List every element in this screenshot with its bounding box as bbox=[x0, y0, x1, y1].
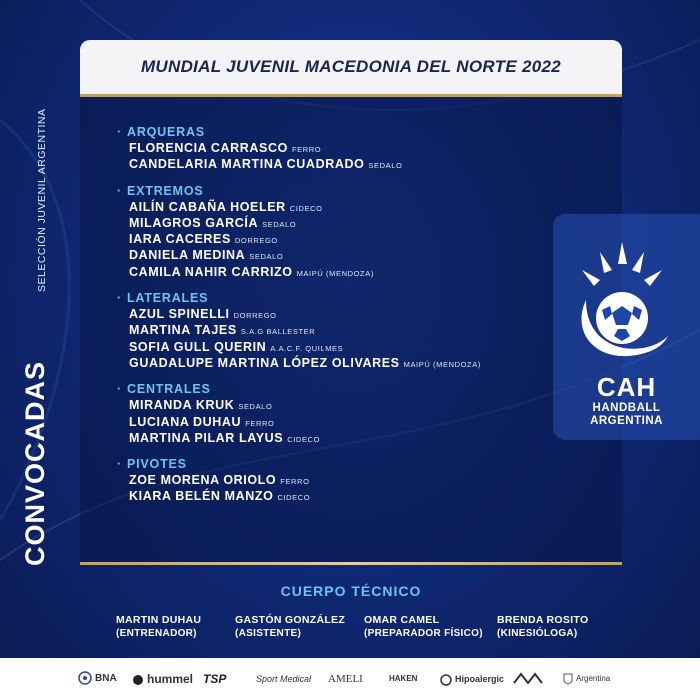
player-name: SOFIA GULL QUERIN bbox=[129, 339, 267, 354]
player-name: ZOE MORENA ORIOLO bbox=[129, 473, 277, 488]
player-club: SEDALO bbox=[368, 161, 403, 171]
player-name: MILAGROS GARCÍA bbox=[129, 215, 259, 230]
player-row bbox=[117, 306, 481, 322]
group-label: CENTRALES bbox=[127, 382, 211, 397]
staff-name: BRENDA ROSITO bbox=[497, 614, 589, 626]
convocadas-title: CONVOCADAS bbox=[20, 360, 50, 566]
title-bar bbox=[80, 40, 622, 97]
player-club: SEDALO bbox=[249, 252, 284, 262]
logo-line2: ARGENTINA bbox=[590, 415, 663, 427]
seleccion-subtitle: SELECCIÓN JUVENIL ARGENTINA bbox=[36, 108, 48, 292]
logo-text bbox=[553, 402, 700, 428]
staff-name: MARTIN DUHAU bbox=[116, 614, 202, 626]
player-name: AILÍN CABAÑA HOELER bbox=[129, 199, 286, 214]
handball-logo-icon bbox=[572, 240, 672, 380]
player-club: CIDECO bbox=[277, 493, 311, 503]
sponsor-bna: BNA bbox=[78, 670, 117, 688]
player-row bbox=[117, 430, 481, 446]
player-row bbox=[117, 488, 481, 504]
player-club: DORREGO bbox=[233, 311, 277, 321]
sponsor-hummel: hummel bbox=[132, 670, 193, 688]
player-name: DANIELA MEDINA bbox=[129, 248, 246, 263]
gold-divider bbox=[80, 562, 622, 565]
mt-logo-icon bbox=[513, 672, 543, 684]
player-name: MARTINA PILAR LAYUS bbox=[129, 430, 284, 445]
player-club: SEDALO bbox=[262, 219, 297, 229]
player-row bbox=[117, 355, 481, 371]
player-name: FLORENCIA CARRASCO bbox=[129, 141, 288, 155]
player-name: AZUL SPINELLI bbox=[129, 307, 230, 322]
player-club: FERRO bbox=[280, 477, 310, 487]
logo-abbr: CAH bbox=[596, 372, 657, 402]
group-label: LATERALES bbox=[127, 291, 209, 306]
player-club: MAIPÚ (MENDOZA) bbox=[403, 359, 481, 369]
page-title: MUNDIAL JUVENIL MACEDONIA DEL NORTE 2022 bbox=[140, 57, 562, 76]
player-row bbox=[117, 414, 481, 430]
logo-line1: HANDBALL bbox=[592, 402, 661, 414]
staff-role: (ENTRENADOR) bbox=[116, 628, 197, 639]
player-club: DORREGO bbox=[234, 236, 278, 246]
hummel-logo-icon bbox=[132, 674, 144, 686]
staff-member bbox=[235, 614, 345, 640]
staff-member bbox=[116, 614, 201, 640]
player-club: MAIPÚ (MENDOZA) bbox=[296, 268, 374, 278]
player-club: FERRO bbox=[245, 418, 275, 428]
player-row bbox=[117, 156, 481, 172]
hipoalergic-logo-icon bbox=[440, 674, 452, 686]
sponsor-sport-medical: Sport Medical bbox=[256, 674, 312, 684]
sponsor-argentina: Argentina bbox=[563, 670, 610, 688]
player-name: IARA CACERES bbox=[129, 232, 231, 247]
player-row bbox=[117, 397, 481, 413]
player-club: A.A.C.F. QUILMES bbox=[270, 343, 344, 353]
staff-role: (ASISTENTE) bbox=[235, 628, 302, 639]
player-club: SEDALO bbox=[238, 402, 273, 412]
player-name: CAMILA NAHIR CARRIZO bbox=[129, 264, 293, 279]
player-row bbox=[117, 264, 481, 280]
sponsor-mt-logo bbox=[513, 670, 546, 688]
player-row bbox=[117, 247, 481, 263]
group-arqueras: · ARQUERAS FLORENCIA CARRASCO FERRO CANDELARIA MARTINA CUADRADO SEDALO bbox=[117, 124, 481, 173]
group-extremos: · EXTREMOS AILÍN CABAÑA HOELER CIDECO MILAGROS GARCÍA SEDALO IARA CACERES DORREGO DANIELA MEDINA SEDALO CAMILA NAHIR CARRIZO MAIPÚ (MENDOZA) bbox=[117, 183, 481, 280]
player-name: LUCIANA DUHAU bbox=[129, 414, 242, 429]
staff-member bbox=[497, 614, 588, 640]
staff-list bbox=[116, 614, 636, 644]
group-centrales: · CENTRALES MIRANDA KRUK SEDALO LUCIANA DUHAU FERRO MARTINA PILAR LAYUS CIDECO bbox=[117, 381, 481, 446]
staff-member bbox=[364, 614, 483, 640]
player-name: MARTINA TAJES bbox=[129, 323, 237, 338]
sponsor-haken: HAKEN bbox=[389, 674, 418, 683]
staff-title: CUERPO TÉCNICO bbox=[280, 583, 422, 599]
staff-role: (PREPARADOR FÍSICO) bbox=[364, 628, 483, 639]
player-row bbox=[117, 472, 481, 488]
staff-name: GASTÓN GONZÁLEZ bbox=[235, 614, 346, 626]
player-name: CANDELARIA MARTINA CUADRADO bbox=[129, 157, 365, 172]
player-name: KIARA BELÉN MANZO bbox=[129, 489, 274, 504]
player-club: CIDECO bbox=[287, 434, 321, 444]
group-label: EXTREMOS bbox=[127, 183, 204, 198]
player-row bbox=[117, 140, 481, 156]
staff-name: OMAR CAMEL bbox=[364, 614, 440, 626]
sponsor-ameli: AMELI bbox=[328, 673, 363, 685]
player-club: S.A.G BALLESTER bbox=[240, 327, 316, 337]
roster bbox=[117, 124, 481, 515]
player-name: MIRANDA KRUK bbox=[129, 398, 235, 413]
group-label: ARQUERAS bbox=[127, 125, 205, 139]
sponsor-tsp: TSP bbox=[203, 672, 227, 686]
player-club: FERRO bbox=[291, 145, 322, 154]
group-pivotes: · PIVOTES ZOE MORENA ORIOLO FERRO KIARA BELÉN MANZO CIDECO bbox=[117, 456, 481, 505]
argentina-shield-icon bbox=[563, 673, 573, 685]
bna-logo-icon bbox=[78, 671, 92, 685]
player-row bbox=[117, 322, 481, 338]
group-laterales: · LATERALES AZUL SPINELLI DORREGO MARTINA TAJES S.A.G BALLESTER SOFIA GULL QUERIN A.A.C.F. QUILMES GUADALUPE MARTINA LÓPEZ OLIVARES MAIPÚ (MENDOZA) bbox=[117, 291, 481, 370]
player-row bbox=[117, 339, 481, 355]
player-row bbox=[117, 231, 481, 247]
staff-role: (KINESIÓLOGA) bbox=[497, 628, 578, 639]
player-row bbox=[117, 215, 481, 231]
player-name: GUADALUPE MARTINA LÓPEZ OLIVARES bbox=[129, 355, 400, 370]
sponsor-hipoalergic: Hipoalergic bbox=[440, 670, 504, 688]
group-label: PIVOTES bbox=[127, 457, 187, 472]
sponsor-bar bbox=[0, 658, 700, 700]
player-club: CIDECO bbox=[289, 203, 323, 213]
player-row bbox=[117, 199, 481, 215]
